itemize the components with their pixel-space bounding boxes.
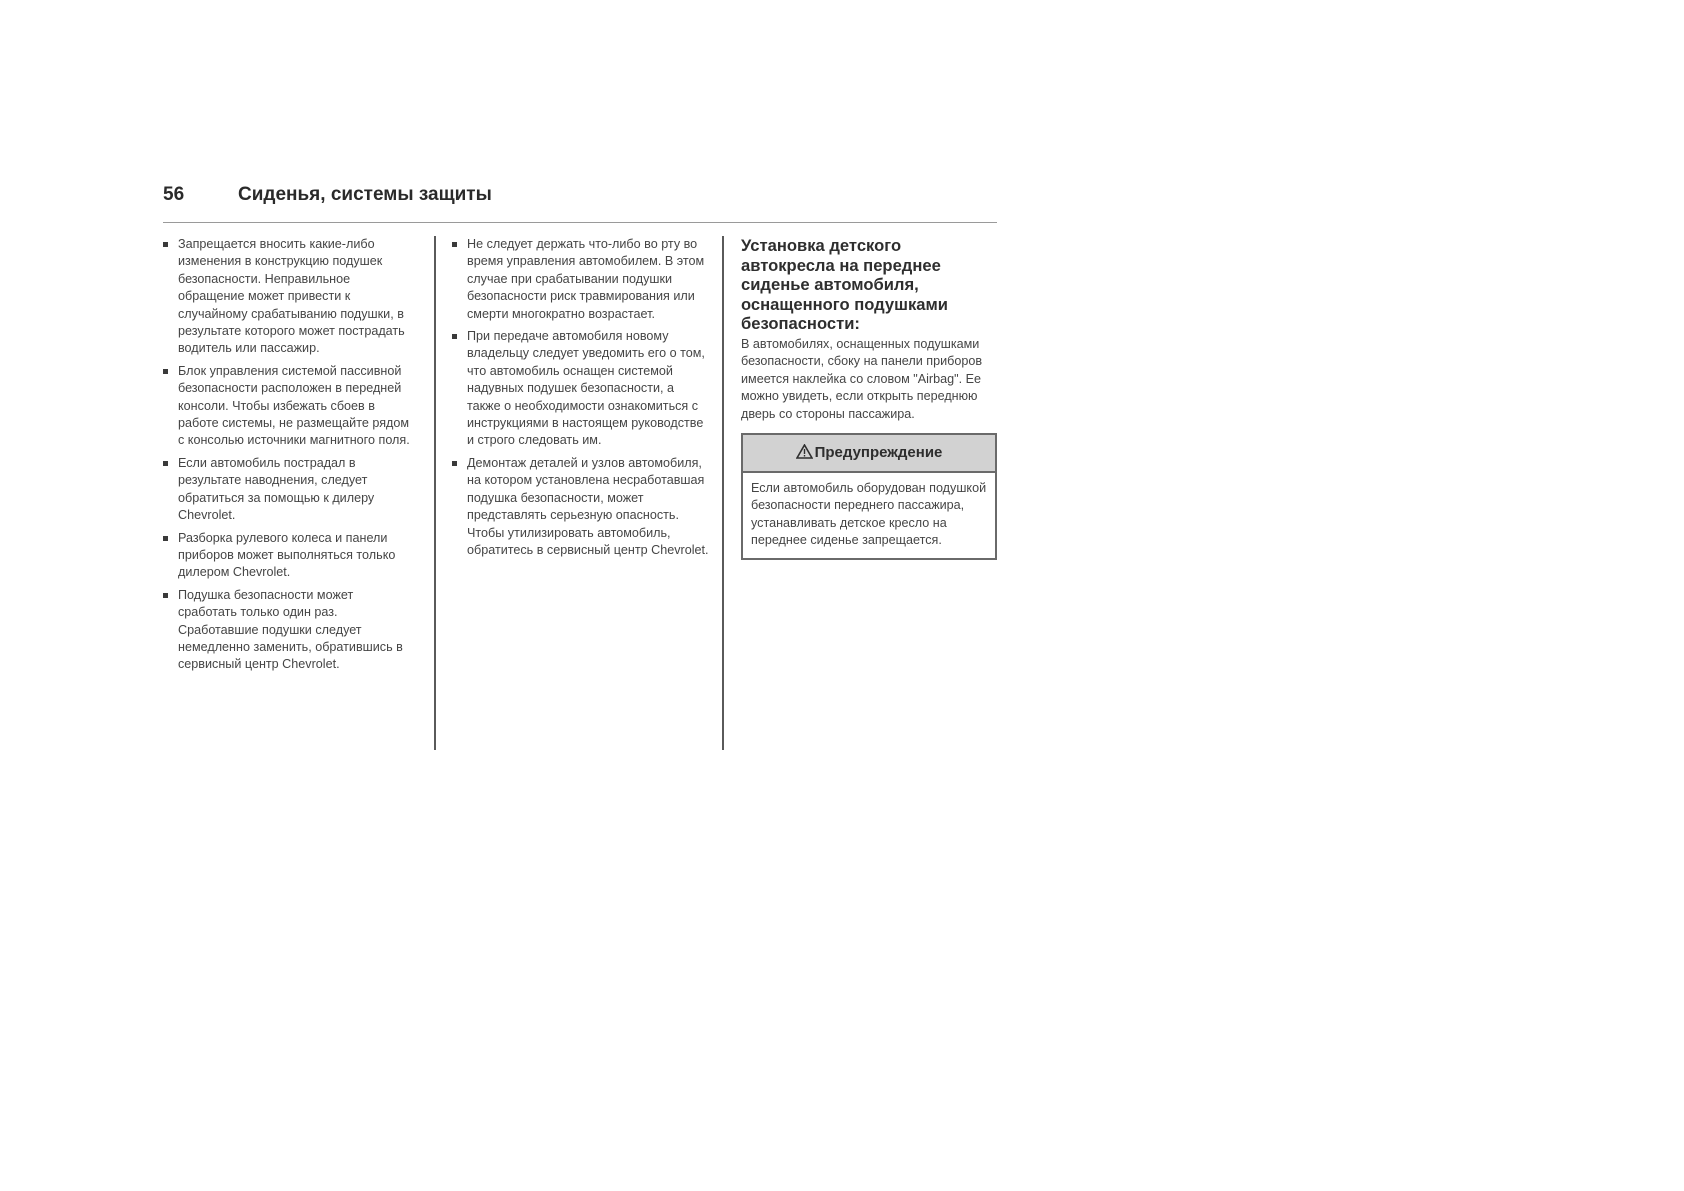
bullet-icon: [163, 536, 168, 541]
page-title: Сиденья, системы защиты: [238, 184, 492, 205]
section-body: В автомобилях, оснащенных подушками безопасности, сбоку на панели приборов имеется наклейка со словом "Airbag". Ее можно увидеть, если открыть переднюю дверь со стороны пассажира.: [741, 336, 983, 421]
column-divider: [722, 236, 724, 750]
list-item: [163, 236, 413, 358]
page-number: 56: [163, 184, 185, 205]
list-item-text: Разборка рулевого колеса и панели приборов может выполняться только дилером Chevrolet.: [178, 530, 396, 580]
bullet-list-1: [163, 236, 413, 674]
list-item-text: Подушка безопасности может сработать только один раз. Сработавшие подушки следует немедленно заменить, обратившись в сервисный центр Chevrolet.: [178, 587, 403, 672]
list-item-text: При передаче автомобиля новому владельцу следует уведомить его о том, что автомобиль оснащен системой надувных подушек безопасности, а также о необходимости ознакомиться с инструкциями в настоящем руководстве и строго следовать им.: [467, 329, 705, 448]
warning-header: [743, 435, 995, 473]
bullet-icon: [163, 461, 168, 466]
bullet-icon: [452, 461, 457, 466]
list-item: [163, 530, 413, 582]
list-item: [452, 328, 710, 450]
list-item: [163, 363, 413, 450]
list-item-text: Если автомобиль пострадал в результате наводнения, следует обратиться за помощью к дилеру Chevrolet.: [178, 455, 375, 523]
column-3: [741, 236, 997, 560]
bullet-icon: [163, 242, 168, 247]
column-2: [452, 236, 710, 564]
column-1: [163, 236, 413, 679]
section-heading: Установка детского автокресла на переднее сиденье автомобиля, оснащенного подушками безопасности:: [741, 236, 948, 334]
column-divider: [434, 236, 436, 750]
bullet-icon: [163, 593, 168, 598]
bullet-icon: [452, 242, 457, 247]
list-item-text: Блок управления системой пассивной безопасности расположен в передней консоли. Чтобы избежать сбоев в работе системы, не размещайте рядом с консолью источники магнитного поля.: [178, 363, 410, 448]
list-item: [452, 236, 710, 323]
list-item: [163, 587, 413, 674]
warning-title: Предупреждение: [814, 444, 943, 462]
bullet-list-2: [452, 236, 710, 559]
warning-triangle-icon: [796, 444, 813, 463]
warning-triangle-svg: [796, 444, 813, 459]
warning-text: Если автомобиль оборудован подушкой безопасности переднего пассажира, устанавливать детское кресло на переднее сиденье запрещается.: [751, 481, 987, 548]
header-divider: [163, 222, 997, 223]
list-item-text: Запрещается вносить какие-либо изменения в конструкцию подушек безопасности. Неправильное обращение может привести к случайному срабатыванию подушки, в результате которого может пострадать водитель или пассажир.: [178, 237, 405, 356]
list-item: [163, 455, 413, 525]
list-item-text: Демонтаж деталей и узлов автомобиля, на котором установлена несработавшая подушка безопасности, может представлять серьезную опасность. Чтобы утилизировать автомобиль, обратитесь в сервисный центр Chevrolet.: [467, 455, 709, 557]
list-item-text: Не следует держать что-либо во рту во время управления автомобилем. В этом случае при срабатывании подушки безопасности риск травмирования или смерти многократно возрастает.: [467, 237, 705, 321]
list-item: [452, 455, 710, 559]
warning-box: [741, 433, 997, 560]
bullet-icon: [163, 369, 168, 374]
bullet-icon: [452, 334, 457, 339]
